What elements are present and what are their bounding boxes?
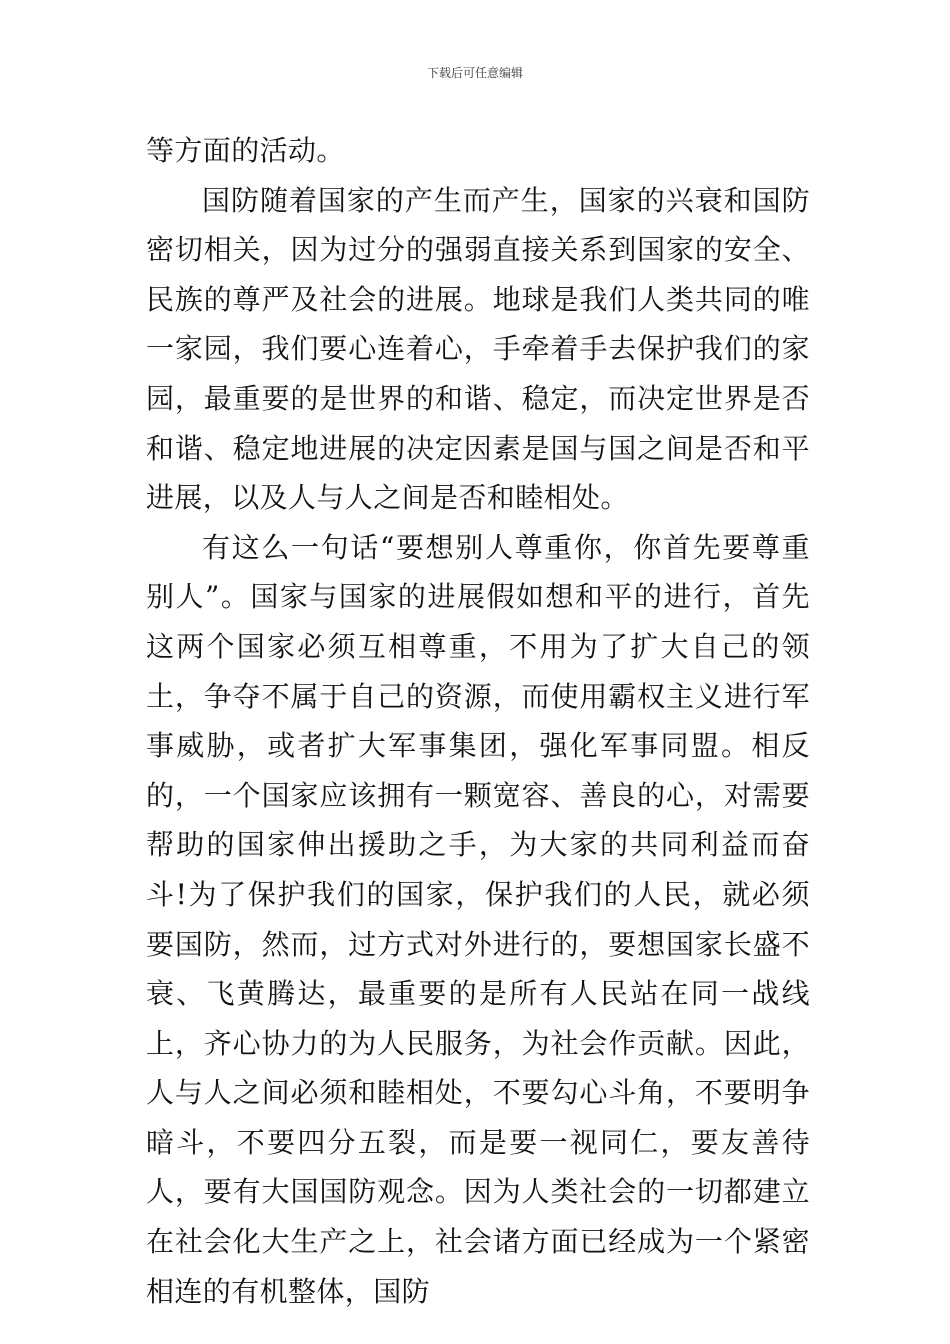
paragraph-1: 等方面的活动。	[146, 134, 345, 167]
document-body	[146, 126, 810, 1316]
paragraph-2: 国防随着国家的产生而产生，国家的兴衰和国防密切相关，因为过分的强弱直接关系到国家的安全、民族的尊严及社会的进展。地球是我们人类共同的唯一家园，我们要心连着心，手牵着手去保护我们的家园，最重要的是世界的和谐、稳定，而决定世界是否和谐、稳定地进展的决定因素是国与国之间是否和平进展，以及人与人之间是否和睦相处。	[146, 183, 810, 515]
paragraph-3: 有这么一句话“要想别人尊重你，你首先要尊重别人”。国家与国家的进展假如想和平的进行，首先这两个国家必须互相尊重，不用为了扩大自己的领土，争夺不属于自己的资源，而使用霸权主义进行军事威胁，或者扩大军事集团，强化军事同盟。相反的，一个国家应该拥有一颗宽容、善良的心，对需要帮助的国家伸出援助之手，为大家的共同利益而奋斗!为了保护我们的国家，保护我们的人民，就必须要国防，然而，过方式对外进行的，要想国家长盛不衰、飞黄腾达，最重要的是所有人民站在同一战线上，齐心协力的为人民服务，为社会作贡献。因此，人与人之间必须和睦相处，不要勾心斗角，不要明争暗斗，不要四分五裂，而是要一视同仁，要友善待人，要有大国国防观念。因为人类社会的一切都建立在社会化大生产之上，社会诸方面已经成为一个紧密相连的有机整体，国防	[146, 530, 810, 1308]
page-header: 下载后可任意编辑	[426, 66, 523, 80]
